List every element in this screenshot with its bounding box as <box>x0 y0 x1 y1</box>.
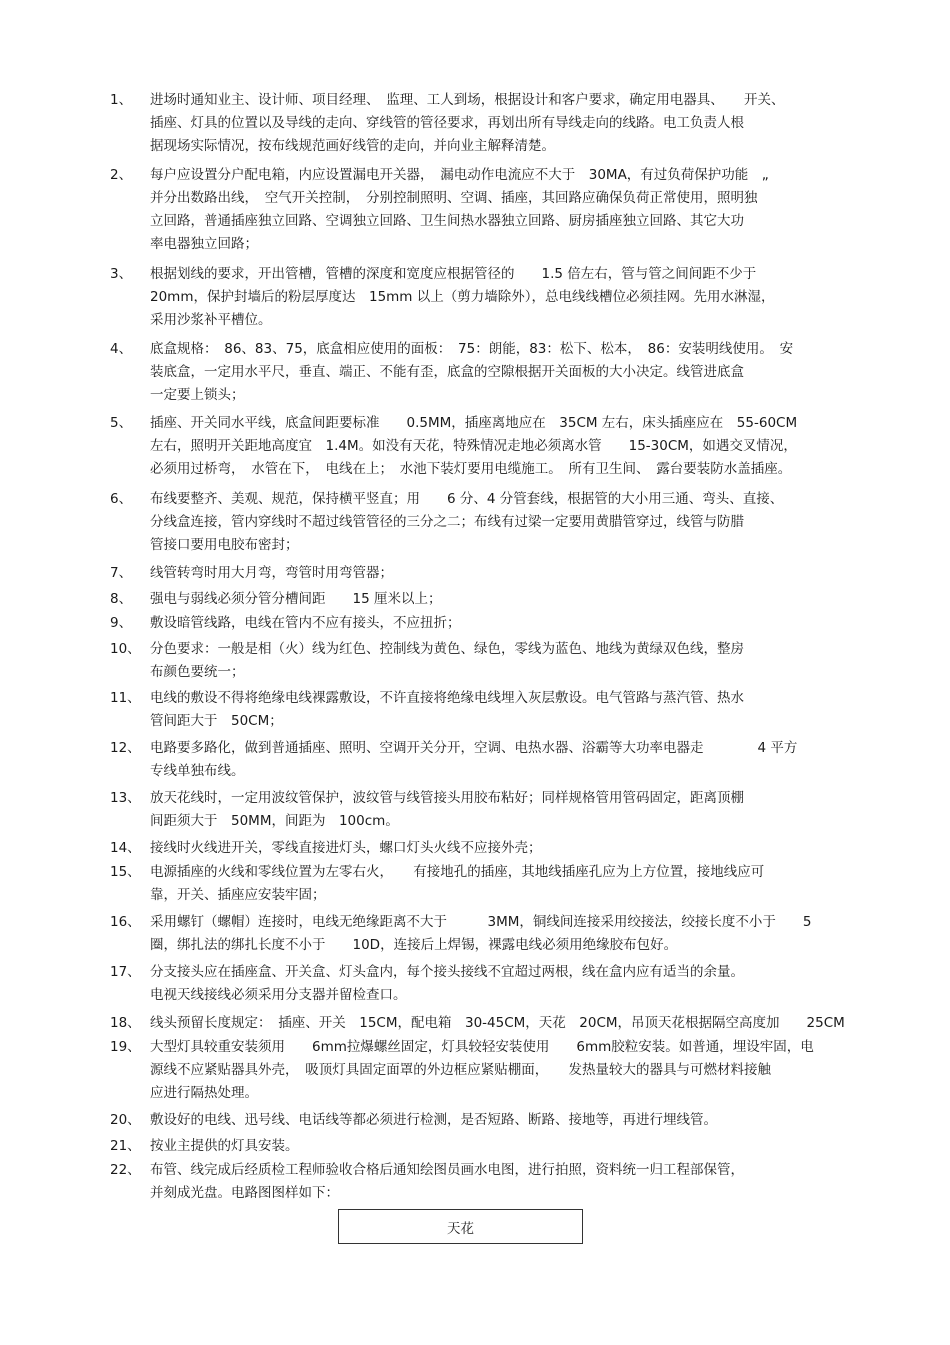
item-number: 8、 <box>110 591 133 607</box>
item-text-line: 一定要上锁头； <box>150 387 245 403</box>
item-number: 1、 <box>110 92 133 108</box>
item-text-line: 必须用过桥弯， 水管在下， 电线在上； 水池下装灯要用电缆施工。 所有卫生间、 露台要装防水盖插座。 <box>150 461 792 477</box>
item-number: 18、 <box>110 1015 141 1031</box>
item-text-line: 管间距大于 50CM； <box>150 713 283 729</box>
item-text-line: 立回路，普通插座独立回路、空调独立回路、卫生间热水器独立回路、厨房插座独立回路、其它大功 <box>150 213 744 229</box>
item-text-line: 电源插座的火线和零线位置为左零右火， 有接地孔的插座，其地线插座孔应为上方位置，接地线应可 <box>150 864 765 880</box>
item-number: 11、 <box>110 690 141 706</box>
item-text-line: 电视天线接线必须采用分支器并留检查口。 <box>150 987 407 1003</box>
item-text-line: 并分出数路出线， 空气开关控制， 分别控制照明、空调、插座，其回路应确保负荷正常使用，照明独 <box>150 190 758 206</box>
item-text-line: 布颜色要统一； <box>150 664 245 680</box>
item-number: 17、 <box>110 964 141 980</box>
item-text-line: 布线要整齐、美观、规范，保持横平竖直；用 6 分、4 分管套线，根据管的大小用三通、弯头、直接、 <box>150 491 784 507</box>
item-text-line: 并刻成光盘。电路图图样如下： <box>150 1185 339 1201</box>
item-number: 6、 <box>110 491 133 507</box>
item-text-line: 按业主提供的灯具安装。 <box>150 1138 299 1154</box>
item-text-line: 根据划线的要求，开出管槽，管槽的深度和宽度应根据管径的 1.5 倍左右，管与管之间间距不少于 <box>150 266 757 282</box>
item-number: 5、 <box>110 415 133 431</box>
item-number: 15、 <box>110 864 141 880</box>
item-text-line: 线头预留长度规定： 插座、开关 15CM，配电箱 30-45CM，天花 20CM，吊顶天花根据隔空高度加 25CM <box>150 1015 845 1031</box>
item-number: 9、 <box>110 615 133 631</box>
item-text-line: 线管转弯时用大月弯，弯管时用弯管器； <box>150 565 393 581</box>
item-text-line: 每户应设置分户配电箱，内应设置漏电开关器， 漏电动作电流应不大于 30MA，有过负荷保护功能 „ <box>150 167 769 183</box>
item-text-line: 底盒规格： 86、83、75，底盒相应使用的面板： 75：朗能，83：松下、松本， 86：安装明线使用。 安 <box>150 341 794 357</box>
item-text-line: 采用螺钉（螺帽）连接时，电线无绝缘距离不大于 3MM，铜线间连接采用绞接法，绞接长度不小于 5 <box>150 914 812 930</box>
item-number: 22、 <box>110 1162 141 1178</box>
item-text-line: 敷设暗管线路，电线在管内不应有接头，不应扭折； <box>150 615 461 631</box>
item-text-line: 左右，照明开关距地高度宜 1.4M。如没有天花，特殊情况走地必须离水管 15-30CM，如遇交叉情况， <box>150 438 797 454</box>
item-number: 3、 <box>110 266 133 282</box>
item-text-line: 采用沙浆补平槽位。 <box>150 312 272 328</box>
item-number: 12、 <box>110 740 141 756</box>
item-number: 13、 <box>110 790 141 806</box>
item-text-line: 分线盒连接，管内穿线时不超过线管管径的三分之二；布线有过梁一定要用黄腊管穿过，线管与防腊 <box>150 514 744 530</box>
item-number: 14、 <box>110 840 141 856</box>
item-text-line: 装底盒，一定用水平尺，垂直、端正、不能有歪，底盒的空隙根据开关面板的大小决定。线管进底盒 <box>150 364 744 380</box>
item-number: 16、 <box>110 914 141 930</box>
item-number: 4、 <box>110 341 133 357</box>
item-text-line: 率电器独立回路； <box>150 236 258 252</box>
item-text-line: 插座、灯具的位置以及导线的走向、穿线管的管径要求，再划出所有导线走向的线路。电工负责人根 <box>150 115 744 131</box>
item-number: 7、 <box>110 565 133 581</box>
item-text-line: 分支接头应在插座盒、开关盒、灯头盒内，每个接头接线不宜超过两根，线在盒内应有适当的余量。 <box>150 964 744 980</box>
item-text-line: 圈，绑扎法的绑扎长度不小于 10D，连接后上焊锡，裸露电线必须用绝缘胶布包好。 <box>150 937 678 953</box>
item-text-line: 电路要多路化，做到普通插座、照明、空调开关分开，空调、电热水器、浴霸等大功率电器走 4 平方 <box>150 740 798 756</box>
diagram-ceiling-label: 天花 <box>447 1220 474 1237</box>
item-number: 10、 <box>110 641 141 657</box>
item-text-line: 大型灯具较重安装须用 6mm拉爆螺丝固定，灯具较轻安装使用 6mm胶粒安装。如普通，埋设牢固，电 <box>150 1039 814 1055</box>
item-text-line: 敷设好的电线、迅号线、电话线等都必须进行检测，是否短路、断路、接地等，再进行埋线管。 <box>150 1112 717 1128</box>
item-text-line: 接线时火线进开关，零线直接进灯头，螺口灯头火线不应接外壳； <box>150 840 542 856</box>
item-number: 21、 <box>110 1138 141 1154</box>
item-number: 20、 <box>110 1112 141 1128</box>
item-text-line: 布管、线完成后经质检工程师验收合格后通知绘图员画水电图，进行拍照，资料统一归工程部保管， <box>150 1162 744 1178</box>
item-text-line: 管接口要用电胶布密封； <box>150 537 299 553</box>
item-text-line: 专线单独布线。 <box>150 763 245 779</box>
item-text-line: 源线不应紧贴器具外壳， 吸顶灯具固定面罩的外边框应紧贴棚面， 发热量较大的器具与可燃材料接触 <box>150 1062 771 1078</box>
item-text-line: 据现场实际情况，按布线规范画好线管的走向，并向业主解释清楚。 <box>150 138 555 154</box>
diagram-ceiling-box <box>338 1209 583 1244</box>
item-text-line: 分色要求：一般是相（火）线为红色、控制线为黄色、绿色，零线为蓝色、地线为黄绿双色线，整房 <box>150 641 744 657</box>
item-text-line: 强电与弱线必须分管分槽间距 15 厘米以上； <box>150 591 442 607</box>
item-text-line: 间距须大于 50MM，间距为 100cm。 <box>150 813 399 829</box>
item-text-line: 20mm，保护封墙后的粉层厚度达 15mm 以上（剪力墙除外），总电线线槽位必须挂网。先用水淋湿， <box>150 289 775 305</box>
item-text-line: 进场时通知业主、设计师、项目经理、 监理、工人到场，根据设计和客户要求，确定用电器具、 开关、 <box>150 92 785 108</box>
item-text-line: 放天花线时，一定用波纹管保护，波纹管与线管接头用胶布粘好；同样规格管用管码固定，距离顶棚 <box>150 790 744 806</box>
item-number: 19、 <box>110 1039 141 1055</box>
item-number: 2、 <box>110 167 133 183</box>
item-text-line: 插座、开关同水平线，底盒间距要标准 0.5MM，插座离地应在 35CM 左右，床头插座应在 55-60CM <box>150 415 798 431</box>
item-text-line: 应进行隔热处理。 <box>150 1085 258 1101</box>
item-text-line: 靠，开关、插座应安装牢固； <box>150 887 326 903</box>
item-text-line: 电线的敷设不得将绝缘电线裸露敷设，不许直接将绝缘电线埋入灰层敷设。电气管路与蒸汽管、热水 <box>150 690 744 706</box>
